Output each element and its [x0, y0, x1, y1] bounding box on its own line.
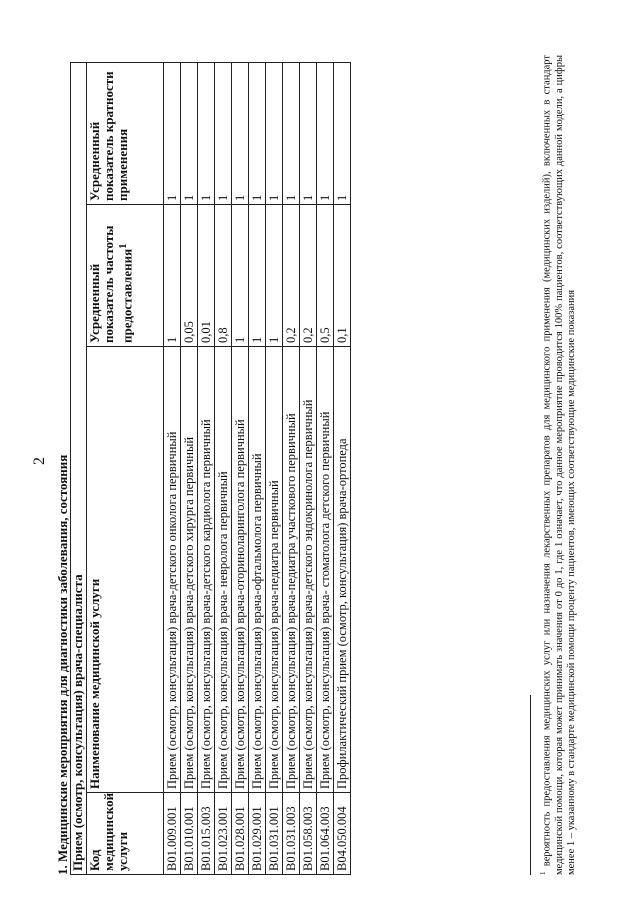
table-row	[198, 62, 215, 874]
service-code: B01.015.003	[198, 793, 215, 875]
table-row	[283, 62, 300, 874]
service-name: Прием (осмотр, консультация) врача- невролога первичный	[215, 347, 232, 793]
service-code: B01.064.003	[317, 793, 334, 875]
service-name: Прием (осмотр, консультация) врача-детского эндокринолога первичный	[300, 347, 317, 793]
footnote-marker-ref: 1	[539, 871, 547, 875]
service-name: Прием (осмотр, консультация) врача-оториноларинголога первичный	[232, 347, 249, 793]
service-code: B01.058.003	[300, 793, 317, 875]
service-frequency: 0,01	[198, 205, 215, 347]
service-code: B01.028.001	[232, 793, 249, 875]
service-multiplicity: 1	[198, 62, 215, 204]
page-number: 2	[31, 457, 48, 465]
service-code: B01.031.001	[266, 793, 283, 875]
service-multiplicity: 1	[249, 62, 266, 204]
table-row	[181, 62, 198, 874]
service-multiplicity: 1	[300, 62, 317, 204]
service-code: B04.050.004	[334, 793, 351, 875]
header-frequency	[87, 205, 164, 347]
service-code: B01.029.001	[249, 793, 266, 875]
header-multiplicity: Усредненный показатель кратности применения	[87, 62, 164, 204]
header-code: Код медицинской услуги	[87, 793, 164, 875]
footnote-text: вероятность предоставления медицинских услуг или назначения лекарственных препаратов для медицинского применения (медицинских изделий), включенных в стандарт медицинской помощи, которая может принимать значения от 0 до 1, где 1 означает, что данное мероприятие проводится 100% пациентов, соответствующих данной модели, а цифры менее 1 – указанному в стандарте медицинской помощи проценту пациентов, имеющих соответствующие медицинские показания	[541, 54, 577, 875]
service-name: Прием (осмотр, консультация) врача- стоматолога детского первичный	[317, 347, 334, 793]
service-frequency: 0,2	[283, 205, 300, 347]
table-row	[334, 62, 351, 874]
service-frequency: 0,05	[181, 205, 198, 347]
service-name: Прием (осмотр, консультация) врача-офтальмолога первичный	[249, 347, 266, 793]
service-frequency: 1	[232, 205, 249, 347]
service-frequency: 0,2	[300, 205, 317, 347]
service-multiplicity: 1	[215, 62, 232, 204]
service-frequency: 0,8	[215, 205, 232, 347]
services-section	[56, 63, 351, 875]
service-multiplicity: 1	[334, 62, 351, 204]
table-row	[266, 62, 283, 874]
table-row	[232, 62, 249, 874]
service-frequency: 1	[249, 205, 266, 347]
service-multiplicity: 1	[181, 62, 198, 204]
service-frequency: 0,5	[317, 205, 334, 347]
service-name: Профилактический прием (осмотр, консультация) врача-ортопеда	[334, 347, 351, 793]
service-code: B01.009.001	[164, 793, 181, 875]
service-code: B01.010.001	[181, 793, 198, 875]
footnote-marker: 1	[117, 243, 129, 249]
service-multiplicity: 1	[317, 62, 334, 204]
service-frequency: 1	[266, 205, 283, 347]
table-subheading-row	[71, 62, 87, 874]
header-frequency-label: Усредненный показатель частоты предоставления	[87, 225, 135, 343]
table-row	[215, 62, 232, 874]
service-multiplicity: 1	[164, 62, 181, 204]
footnote-divider	[530, 695, 531, 875]
service-name: Прием (осмотр, консультация) врача-педиатра первичный	[266, 347, 283, 793]
table-row	[164, 62, 181, 874]
service-multiplicity: 1	[283, 62, 300, 204]
header-name: Наименование медицинской услуги	[87, 347, 164, 793]
service-name: Прием (осмотр, консультация) врача-детского кардиолога первичный	[198, 347, 215, 793]
services-table	[70, 62, 351, 875]
service-multiplicity: 1	[266, 62, 283, 204]
service-name: Прием (осмотр, консультация) врача-педиатра участкового первичный	[283, 347, 300, 793]
section-subtitle: Прием (осмотр, консультация) врача-специалиста	[71, 62, 87, 874]
service-name: Прием (осмотр, консультация) врача-детского хирурга первичный	[181, 347, 198, 793]
table-row	[300, 62, 317, 874]
service-code: B01.031.003	[283, 793, 300, 875]
footnote	[537, 55, 578, 875]
section-title: 1. Медицинские мероприятия для диагностики заболевания, состояния	[55, 454, 70, 875]
table-row	[249, 62, 266, 874]
service-code: B01.023.001	[215, 793, 232, 875]
service-frequency: 0,1	[334, 205, 351, 347]
service-frequency: 1	[164, 205, 181, 347]
table-header-row	[87, 62, 164, 874]
service-multiplicity: 1	[232, 62, 249, 204]
table-row	[317, 62, 334, 874]
service-name: Прием (осмотр, консультация) врача-детского онколога первичный	[164, 347, 181, 793]
